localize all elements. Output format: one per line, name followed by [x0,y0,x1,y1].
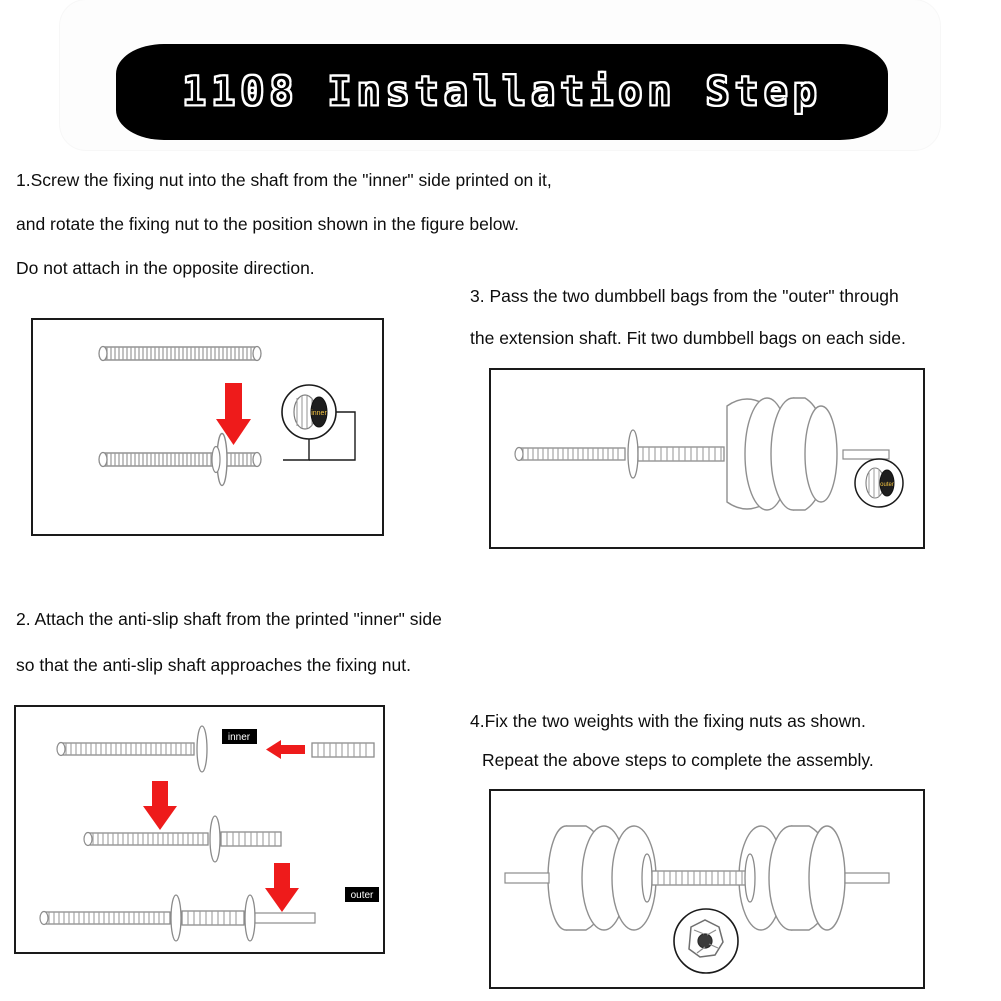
step2-diagram [16,707,383,952]
nut-inner-label: inner [311,410,327,417]
step3-line-1: 3. Pass the two dumbbell bags from the "outer" through [470,286,899,306]
down-arrow-icon-2 [265,863,299,912]
step1-figure [31,318,384,536]
header-banner [60,0,940,150]
step2-row-3 [40,895,315,941]
left-arrow-icon [266,740,305,759]
label-inner-text: inner [227,732,251,743]
step1-line-3: Do not attach in the opposite direction. [16,258,315,278]
page-title: 1108 Installation Step [182,69,822,115]
down-arrow-icon-1 [143,781,177,830]
left-weights [548,826,656,930]
step1-diagram [33,320,382,534]
fixing-nut-callout [282,385,355,460]
step4-diagram [491,791,923,987]
step2-line-2: so that the anti-slip shaft approaches the fixing nut. [16,655,411,675]
step2-row-2 [84,816,281,862]
step1-line-1: 1.Screw the fixing nut into the shaft from the "inner" side printed on it, [16,170,552,190]
nut-outer-label: outer [880,482,894,488]
label-outer-text: outer [350,890,374,901]
step2-row-1 [57,726,374,772]
step3-diagram [491,370,923,547]
fixing-nut-callout [855,459,903,507]
fixing-nut-callout [674,909,738,973]
step4-line-2: Repeat the above steps to complete the assembly. [482,750,874,770]
fixing-nut-on-shaft [212,434,227,486]
dumbbell-bags [727,398,837,510]
step3-figure [489,368,925,549]
banner-plate [116,44,888,140]
step2-figure [14,705,385,954]
step4-line-1: 4.Fix the two weights with the fixing nuts as shown. [470,711,866,731]
shaft-upper [99,347,261,361]
step2-line-1: 2. Attach the anti-slip shaft from the printed "inner" side [16,609,442,629]
step3-line-2: the extension shaft. Fit two dumbbell bags on each side. [470,328,906,348]
shaft-lower [99,434,261,486]
step4-figure [489,789,925,989]
step1-line-2: and rotate the fixing nut to the position shown in the figure below. [16,214,519,234]
